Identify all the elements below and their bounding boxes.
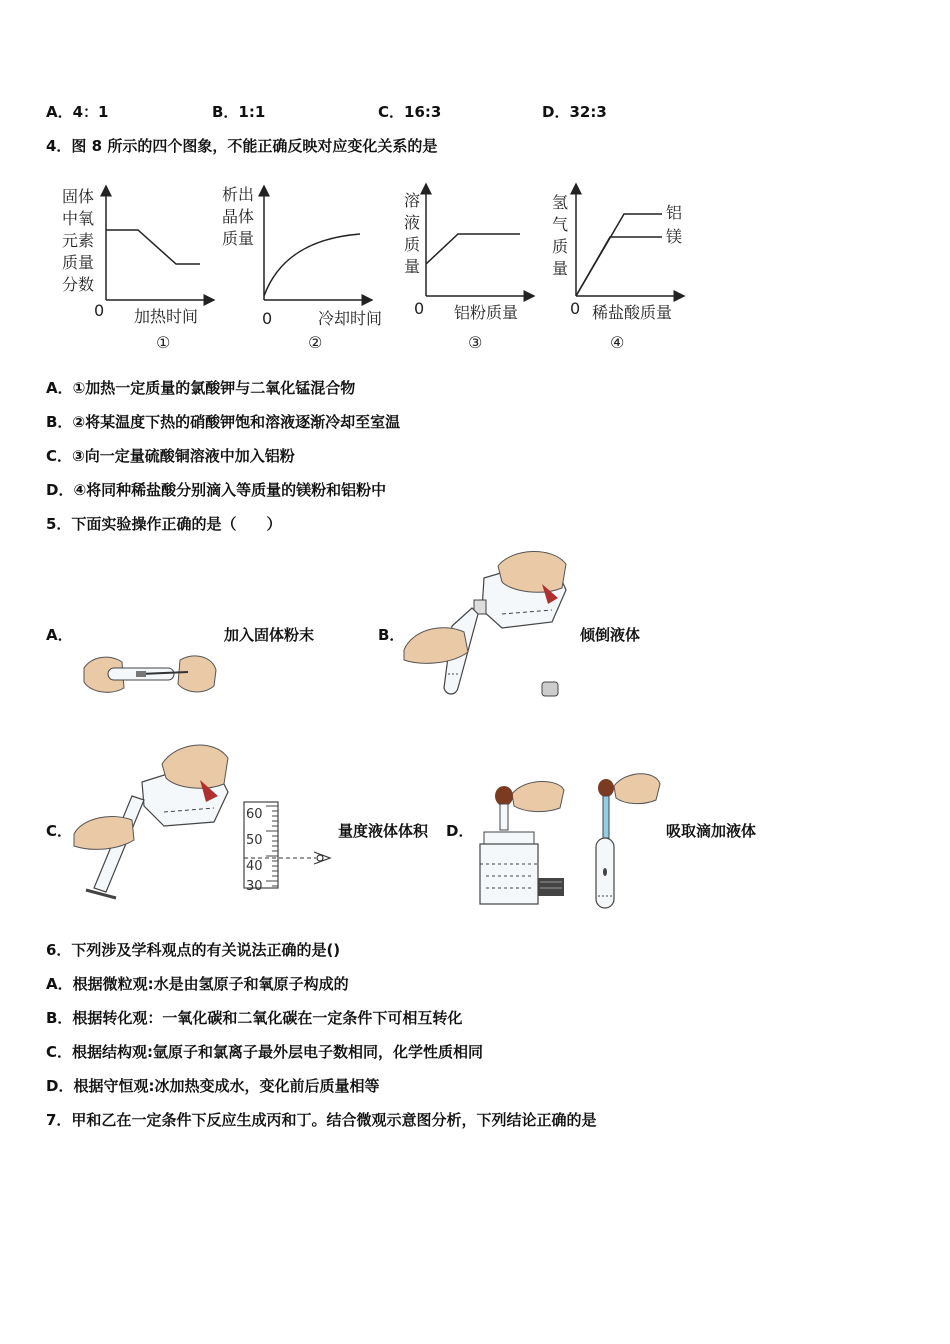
q4-option-b: B．②将某温度下热的硝酸钾饱和溶液逐渐冷却至室温 (46, 413, 401, 431)
powder-adding-illustration (80, 646, 220, 702)
q4-option-d: D．④将同种稀盐酸分别滴入等质量的镁粉和铝粉中 (46, 481, 387, 499)
graph-2-ylabel-2: 晶体 (222, 207, 255, 226)
graph-4-ylabel-2: 气 (552, 215, 569, 234)
q5-option-c-label: 量度液体体积 (338, 822, 429, 840)
graph-1-ylabel-2: 中氧 (62, 209, 95, 228)
graph-2 (222, 185, 382, 352)
graph-2-ylabel-1: 析出 (222, 185, 255, 204)
graph-4-origin: 0 (570, 299, 581, 318)
q5-option-d-label: 吸取滴加液体 (666, 822, 757, 840)
graph-2-xlabel: 冷却时间 (318, 309, 383, 328)
q3-option-c: C．16:3 (378, 103, 442, 121)
q5-option-b-letter: B． (378, 626, 405, 644)
graph-1-number: ① (156, 333, 171, 352)
cylinder-tick-30: 30 (246, 879, 263, 894)
graph-3 (404, 184, 534, 352)
graph-4-curve-mg: 镁 (666, 227, 683, 246)
graph-2-origin: 0 (262, 309, 273, 328)
graph-2-ylabel-3: 质量 (222, 229, 255, 248)
graph-1-origin: 0 (94, 301, 105, 320)
q6-option-c: C．根据结构观:氩原子和氯离子最外层电子数相同，化学性质相同 (46, 1043, 484, 1061)
q6-option-d: D．根据守恒观:冰加热变成水，变化前后质量相等 (46, 1077, 380, 1095)
graph-4 (552, 184, 684, 352)
q3-option-d: D．32:3 (542, 103, 607, 121)
q6-option-a: A．根据微粒观:水是由氢原子和氧原子构成的 (46, 975, 349, 993)
graph-1-xlabel: 加热时间 (134, 307, 199, 326)
graph-4-number: ④ (610, 333, 625, 352)
graph-3-ylabel-1: 溶 (404, 191, 421, 210)
q7-stem: 7．甲和乙在一定条件下反应生成丙和丁。结合微观示意图分析，下列结论正确的是 (46, 1111, 597, 1129)
graph-2-number: ② (308, 333, 323, 352)
cylinder-tick-40: 40 (246, 859, 263, 874)
q5-option-a-letter: A． (46, 626, 73, 644)
q5-option-b-label: 倾倒液体 (580, 626, 641, 644)
q3-option-b: B．1:1 (212, 103, 266, 121)
graph-1-ylabel-1: 固体 (62, 187, 95, 206)
graph-1-ylabel-5: 分数 (62, 275, 95, 294)
q4-graphs-figure (40, 178, 720, 358)
q4-stem: 4．图 8 所示的四个图象，不能正确反映对应变化关系的是 (46, 137, 438, 155)
pouring-liquid-illustration (402, 548, 572, 700)
q6-stem: 6．下列涉及学科观点的有关说法正确的是() (46, 941, 341, 959)
q5-option-a-label: 加入固体粉末 (224, 626, 315, 644)
cylinder-tick-60: 60 (246, 807, 263, 822)
graph-3-ylabel-3: 质 (404, 235, 421, 254)
q3-option-a: A．4：1 (46, 103, 109, 121)
graph-1-ylabel-4: 质量 (62, 253, 95, 272)
graph-3-origin: 0 (414, 299, 425, 318)
cylinder-tick-50: 50 (246, 833, 263, 848)
q5-stem: 5．下面实验操作正确的是（ ） (46, 515, 282, 533)
cylinder-measuring-illustration (72, 738, 338, 904)
graph-4-curve-al: 铝 (666, 203, 683, 222)
q4-option-a: A．①加热一定质量的氯酸钾与二氧化锰混合物 (46, 379, 356, 397)
q5-option-c-letter: C． (46, 822, 73, 840)
graph-4-ylabel-3: 质 (552, 237, 569, 256)
graph-3-number: ③ (468, 333, 483, 352)
graph-3-ylabel-2: 液 (404, 213, 421, 232)
q5-option-d-letter: D． (446, 822, 474, 840)
graph-3-xlabel: 铝粉质量 (454, 303, 519, 322)
graph-4-ylabel-4: 量 (552, 259, 569, 278)
q6-option-b: B．根据转化观：一氧化碳和二氧化碳在一定条件下可相互转化 (46, 1009, 463, 1027)
graph-3-ylabel-4: 量 (404, 257, 421, 276)
graph-4-xlabel: 稀盐酸质量 (592, 303, 673, 322)
graph-1 (62, 186, 214, 352)
dropper-illustration (474, 768, 664, 914)
graph-1-ylabel-3: 元素 (62, 231, 95, 250)
q4-option-c: C．③向一定量硫酸铜溶液中加入铝粉 (46, 447, 295, 465)
graph-4-ylabel-1: 氢 (552, 193, 569, 212)
